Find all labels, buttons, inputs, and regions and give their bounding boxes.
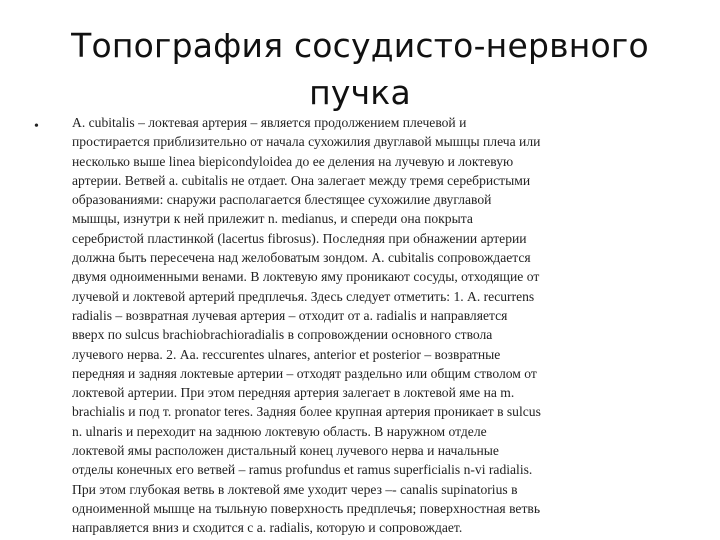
text-line: должна быть пересечена над желобоватым зондом. A. cubitalis сопровождается [72,250,531,266]
text-line: лучевого нерва. 2. Aa. reccurentes ulnares, anterior et posterior – возвратные [72,346,501,362]
text-line: образованиями: снаружи располагается блестящее сухожилие двуглавой [72,192,492,208]
text-line: локтевой артерии. При этом передняя артерия залегает в локтевой яме на m. [72,385,515,401]
text-line: отделы конечных его ветвей – ramus profundus et ramus superficialis n-vi radialis. [72,462,533,478]
text-line: вверх по sulcus brachiobrachioradialis в сопровождении основного ствола [72,327,493,343]
text-line: двумя одноименными венами. В локтевую яму проникают сосуды, отходящие от [72,269,540,285]
text-line: простирается приблизительно от начала сухожилия двуглавой мышцы плеча или [72,134,541,150]
text-line: radialis – возвратная лучевая артерия – отходит от a. radialis и направляется [72,307,508,323]
text-line: лучевой и локтевой артерий предплечья. Здесь следует отметить: 1. A. recurrens [72,288,535,304]
title-line: пучка [309,73,411,112]
text-line: серебристой пластинкой (lacertus fibrosus). Последняя при обнажении артерии [72,230,527,246]
text-line: brachialis и под т. pronator teres. Задняя более крупная артерия проникает в sulcus [72,404,541,420]
text-line: несколько выше linea biepicondyloidea до ее деления на лучевую и локтевую [72,153,514,169]
text-line: передняя и задняя локтевые артерии – отходят раздельно или общим стволом от [72,365,537,381]
text-line: мышцы, изнутри к ней прилежит n. medianus, и спереди она покрыта [72,211,473,227]
slide-title [40,22,680,116]
text-line: A. cubitalis – локтевая артерия – является продолжением плечевой и [72,115,467,130]
title-line: Топография сосудисто-нервного [71,26,649,65]
text-line: одноименной мышце на тыльную поверхность предплечья; поверхностная ветвь [72,500,541,516]
text-line: При этом глубокая ветвь в локтевой яме уходит через –- canalis supinatorius в [72,481,518,497]
text-line: n. ulnaris и переходит на заднюю локтевую область. В наружном отделе [72,423,487,439]
bullet-text [72,113,634,538]
text-line: локтевой ямы расположен дистальный конец лучевого нерва и начальные [72,443,499,459]
bullet-icon: • [34,119,39,134]
text-line: направляется вниз и сходится с a. radialis, которую и сопровождает. [72,520,463,536]
text-line: артерии. Ветвей a. cubitalis не отдает. Она залегает между тремя серебристыми [72,172,531,188]
